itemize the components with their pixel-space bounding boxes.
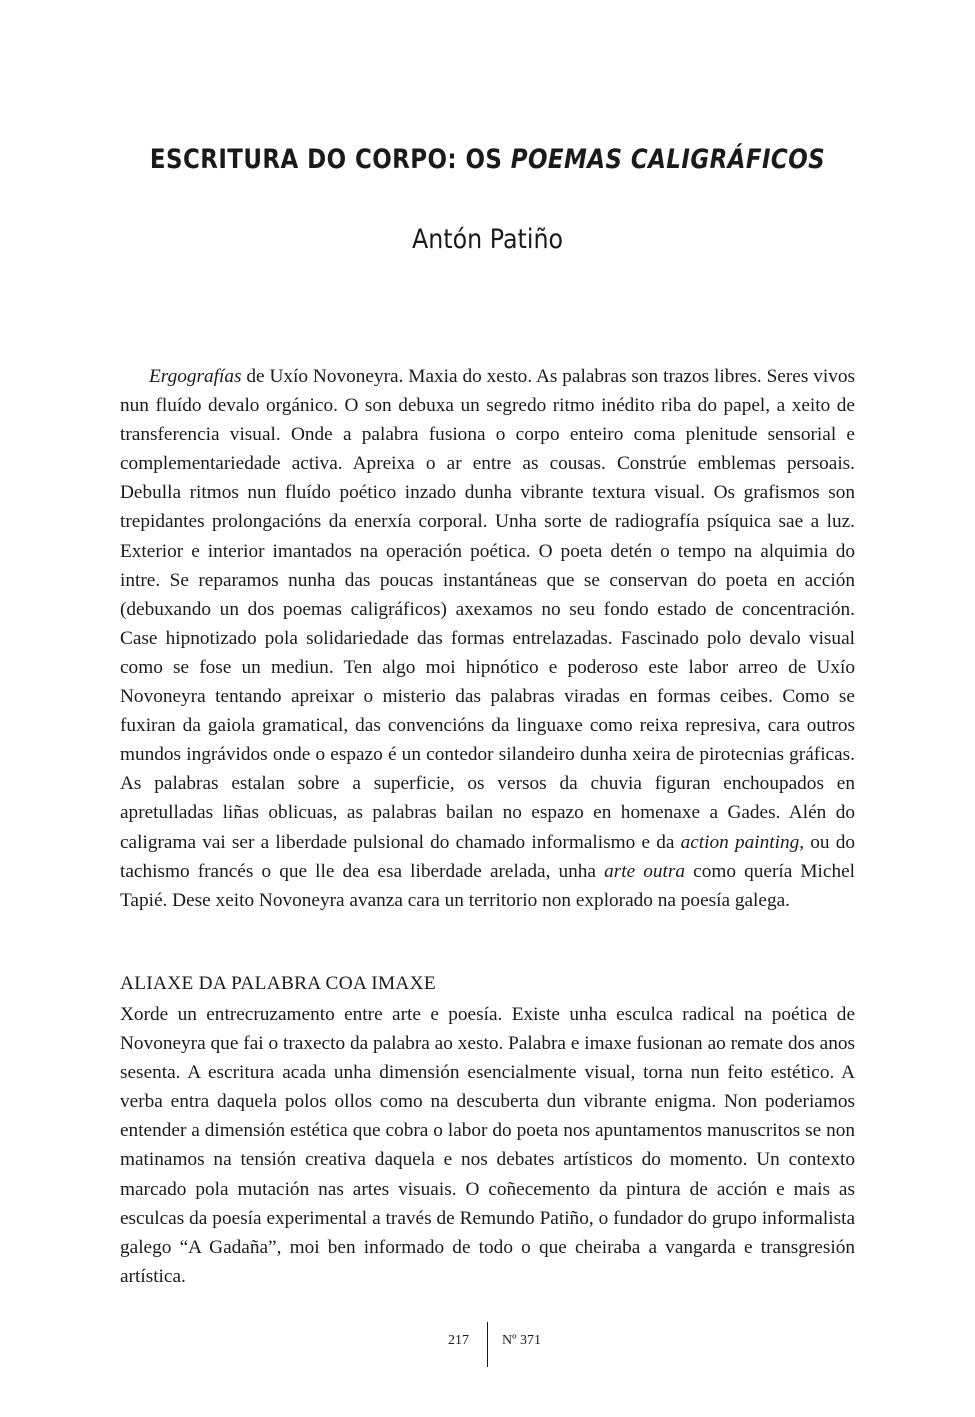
- arte-outra-italic: arte outra: [604, 860, 686, 882]
- issue-number: Nº 371: [502, 1333, 541, 1348]
- footer-divider: [487, 1322, 488, 1367]
- article-title-italic: POEMAS CALIGRÁFICOS: [510, 144, 826, 175]
- paragraph1-text-c: , ou do tachismo francés o que lle dea esa liberdade arelada, unha: [120, 831, 855, 882]
- article-title-main: ESCRITURA DO CORPO: OS: [149, 144, 511, 175]
- section-heading: ALIAXE DA PALABRA COA IMAXE: [120, 973, 436, 994]
- author-name: Antón Patiño: [411, 224, 564, 255]
- paragraph1-text-e: como quería Michel Tapié. Dese xeito Novoneyra avanza cara un territorio non explorado na poesía galega.: [120, 860, 855, 911]
- ergografias-italic: Ergografías: [149, 366, 242, 387]
- article-title: [73, 144, 902, 175]
- action-painting-italic: action painting: [680, 831, 800, 853]
- page-number: 217: [448, 1333, 469, 1348]
- body-paragraph-2: Xorde un entrecruzamento entre arte e poesía. Existe unha esculca radical na poética de Novoneyra que fai o traxecto da palabra ao xesto. Palabra e imaxe fusionan ao remate dos anos sesenta. A escritura acada unha dimensión esencialmente visual, torna nun feito estético. A verba entra daquela polos ollos como na descuberta dun vibrante enigma. Non poderiamos entender a dimensión estética que cobra o labor do poeta nos apuntamentos manuscritos se non matinamos na tensión creativa daquela e nos debates artísticos do momento. Un contexto marcado pola mutación nas artes visuais. O coñecemento da pintura de acción e mais as esculcas da poesía experimental a través de Remundo Patiño, o fundador do grupo informalista galego “A Gadaña”, moi ben informado de todo o que cheiraba a vangarda e transgresión artística.: [120, 1004, 855, 1287]
- paragraph1-text-a: de Uxío Novoneyra. Maxia do xesto. As palabras son trazos libres. Seres vivos nun fluído devalo orgánico. O son debuxa un segredo ritmo inédito riba do papel, a xeito de transferencia visual. Onde a palabra fusiona o corpo enteiro coma plenitude sensorial e complementariedade activa. Apreixa o ar entre as cousas. Constrúe emblemas persoais. Debulla ritmos nun fluído poético inzado dunha vibrante textura visual. Os grafismos son trepidantes prolongacións da enerxía corporal. Unha sorte de radiografía psíquica sae a luz. Exterior e interior imantados na operación poética. O poeta detén o tempo na alquimia do intre. Se reparamos nunha das poucas instantáneas que se conservan do poeta en acción (debuxando un dos poemas caligráficos) axexamos no seu fondo estado de concentración. Case hipnotizado pola solidariedade das formas entrelazadas. Fascinado polo devalo visual como se fose un mediun. Ten algo moi hipnótico e poderoso este labor arreo de Uxío Novoneyra tentando apreixar o misterio das palabras viradas en formas ceibes. Como se fuxiran da gaiola gramatical, das convencións da linguaxe como reixa represiva, cara outros mundos ingrávidos onde o espazo é un contedor silandeiro dunha xeira de pirotecnias gráficas. As palabras estalan sobre a superficie, os versos da chuvia figuran enchoupados en apretulladas liñas oblicuas, as palabras bailan no espazo en homenaxe a Gades. Alén do caligrama vai ser a liberdade pulsional do chamado informalismo e da: [120, 366, 855, 853]
- body-paragraph-1: [120, 362, 855, 915]
